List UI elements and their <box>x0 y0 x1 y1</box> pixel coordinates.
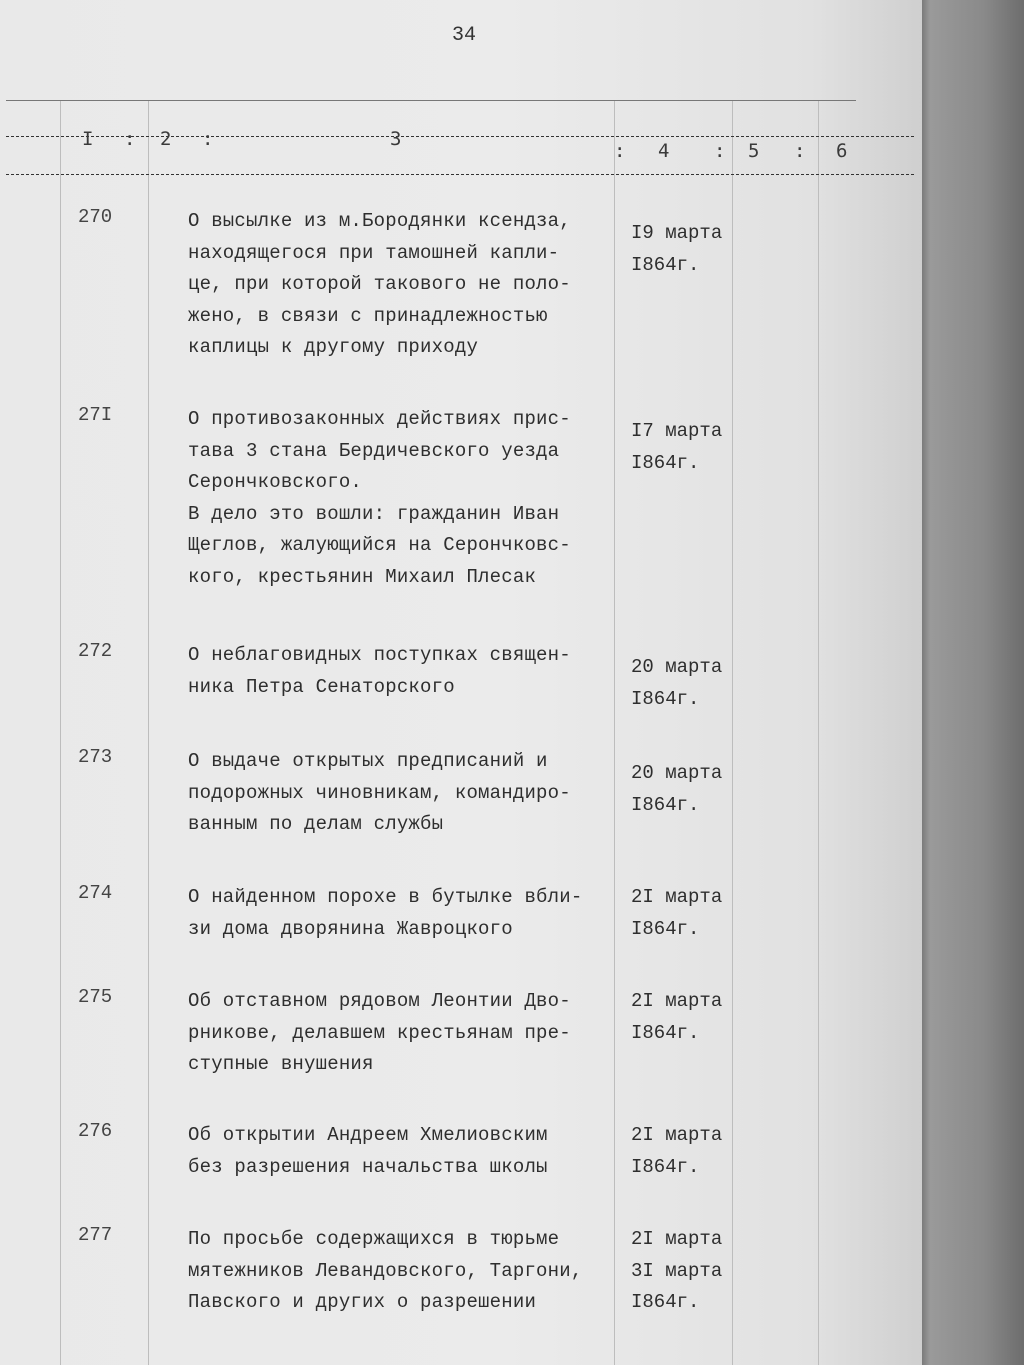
entry-date-line: 20 марта <box>631 656 723 678</box>
entry-title-line: О найденном порохе в бутылке вбли- <box>188 886 583 908</box>
column-rule <box>818 100 819 1365</box>
entry-date-line: I864г. <box>631 793 700 816</box>
column-number: 3 <box>390 128 402 150</box>
entry-title-line: тава 3 стана Бердичевского уезда <box>188 439 560 462</box>
entry-title-line: По просьбе содержащихся в тюрьме <box>188 1228 560 1250</box>
column-number: I <box>82 128 94 150</box>
entry-date-line: I7 марта <box>631 420 723 442</box>
underlying-page-edge <box>922 0 1024 1365</box>
entry-date-line: 3I марта <box>631 1259 723 1282</box>
entry-number: 275 <box>78 986 113 1008</box>
entry-title-line: О выдаче открытых предписаний и <box>188 750 548 772</box>
entry-title-line: Об отставном рядовом Леонтии Дво- <box>188 990 571 1012</box>
column-separator: : <box>614 140 626 162</box>
column-separator: : <box>794 140 806 162</box>
entry-title <box>188 1120 628 1183</box>
entry-title-line: жено, в связи с принадлежностью <box>188 304 548 327</box>
column-number: 2 <box>160 128 172 150</box>
header-rule <box>6 174 914 175</box>
column-rule <box>148 100 149 1365</box>
entry-date <box>631 1224 761 1319</box>
entry-date-line: 20 марта <box>631 762 723 784</box>
entry-title-line: Щеглов, жалующийся на Серончковс- <box>188 534 571 556</box>
entry-title-line: подорожных чиновникам, командиро- <box>188 781 571 804</box>
entry-date-line: I864г. <box>631 1155 700 1178</box>
entry-title-line: О противозаконных действиях прис- <box>188 408 571 430</box>
entry-title-line: ступные внушения <box>188 1053 374 1075</box>
header-rule-top <box>6 100 856 101</box>
entry-number: 273 <box>78 746 113 768</box>
entry-date <box>631 1120 761 1183</box>
entry-title-line: без разрешения начальства школы <box>188 1155 548 1178</box>
column-separator: : <box>124 128 136 150</box>
entry-title-line: В дело это вошли: гражданин Иван <box>188 502 560 525</box>
entry-number: 270 <box>78 206 113 228</box>
page-number: 34 <box>452 24 477 47</box>
column-number: 6 <box>836 140 848 162</box>
entry-title <box>188 640 628 703</box>
header-rule <box>6 136 914 137</box>
entry-date <box>631 986 761 1049</box>
column-rule <box>60 100 61 1365</box>
entry-title-line: мятежников Левандовского, Таргони, <box>188 1259 583 1282</box>
entry-title-line: зи дома дворянина Жавроцкого <box>188 917 513 940</box>
entry-title-line: находящегося при тамошней капли- <box>188 241 560 264</box>
entry-date-line: I864г. <box>631 1291 700 1313</box>
entry-date <box>631 218 761 281</box>
entry-title <box>188 986 628 1081</box>
entry-date-line: 2I марта <box>631 1124 723 1146</box>
column-number: 5 <box>748 140 760 162</box>
entry-title-line: ванным по делам службы <box>188 813 444 835</box>
entry-title-line: Серончковского. <box>188 471 363 493</box>
entry-number: 276 <box>78 1120 113 1142</box>
entry-title-line: Об открытии Андреем Хмелиовским <box>188 1124 548 1146</box>
entry-number: 272 <box>78 640 113 662</box>
entry-title-line: О высылке из м.Бородянки ксендза, <box>188 210 571 232</box>
entry-date-line: 2I марта <box>631 990 723 1012</box>
entry-date-line: 2I марта <box>631 886 723 908</box>
entry-title-line: Павского и других о разрешении <box>188 1291 537 1313</box>
entry-date-line: I864г. <box>631 451 700 474</box>
column-number: 4 <box>658 140 670 162</box>
entry-number: 27I <box>78 404 113 426</box>
entry-number: 274 <box>78 882 113 904</box>
entry-title-line: це, при которой такового не поло- <box>188 273 571 295</box>
entry-title <box>188 404 628 593</box>
entry-title-line: кого, крестьянин Михаил Плесак <box>188 565 537 588</box>
entry-title <box>188 882 628 945</box>
entry-number: 277 <box>78 1224 113 1246</box>
entry-title-line: каплицы к другому приходу <box>188 336 479 358</box>
column-separator: : <box>714 140 726 162</box>
entry-date-line: I864г. <box>631 917 700 940</box>
entry-title-line: ника Петра Сенаторского <box>188 675 455 698</box>
entry-date-line: I864г. <box>631 1021 700 1044</box>
entry-title-line: О неблаговидных поступках священ- <box>188 644 571 666</box>
entry-date-line: I864г. <box>631 253 700 276</box>
entry-title <box>188 746 628 841</box>
entry-date-line: I9 марта <box>631 222 723 244</box>
entry-title <box>188 206 628 364</box>
entry-title-line: рникове, делавшем крестьянам пре- <box>188 1021 571 1044</box>
entry-date <box>631 416 761 479</box>
entry-date <box>631 882 761 945</box>
entry-date <box>631 652 761 715</box>
entry-date <box>631 758 761 821</box>
entry-title <box>188 1224 628 1319</box>
entry-date-line: I864г. <box>631 687 700 710</box>
column-separator: : <box>202 128 214 150</box>
entry-date-line: 2I марта <box>631 1228 723 1250</box>
